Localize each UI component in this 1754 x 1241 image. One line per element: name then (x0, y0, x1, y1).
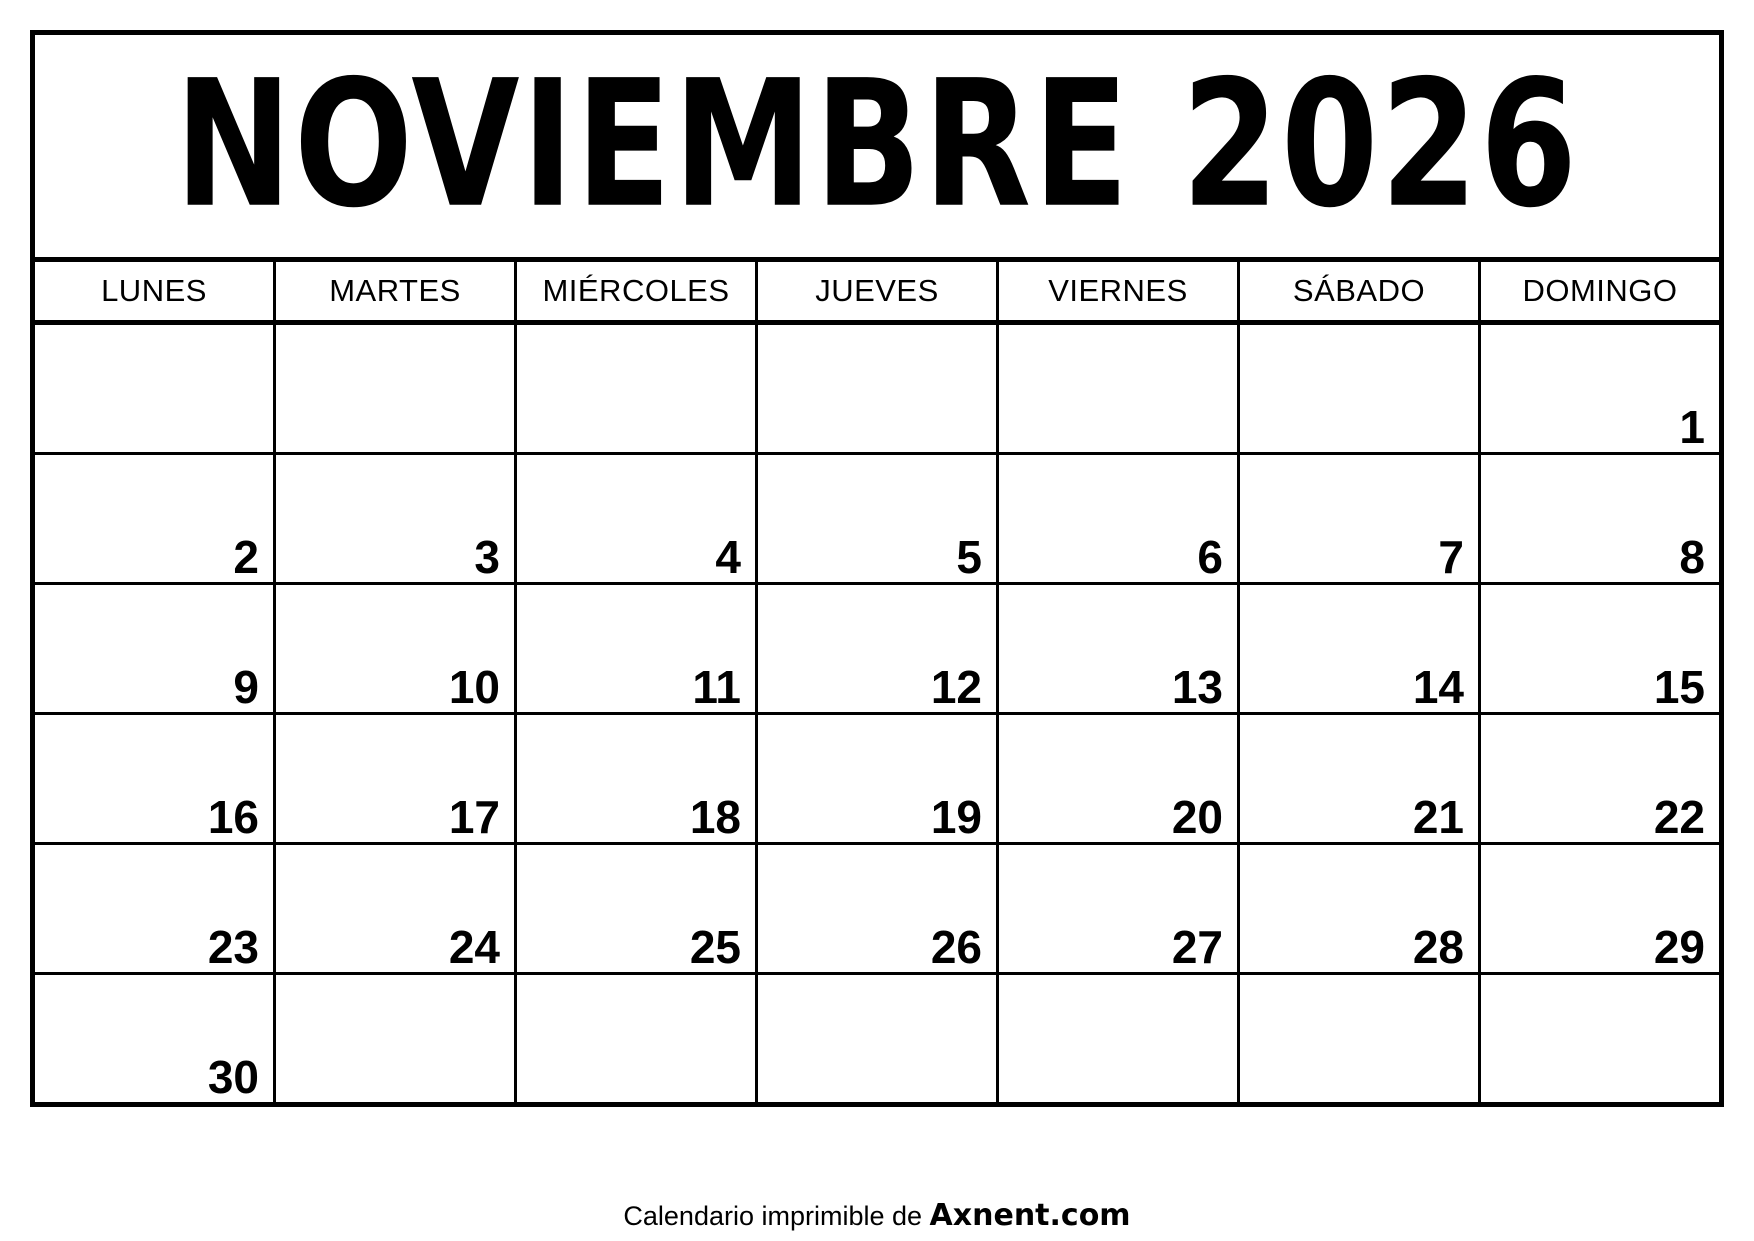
day-cell[interactable] (758, 585, 999, 712)
day-cell[interactable] (758, 455, 999, 582)
week-row (35, 455, 1719, 585)
day-cell[interactable] (517, 715, 758, 842)
week-row (35, 585, 1719, 715)
day-cell[interactable] (517, 585, 758, 712)
day-number: 6 (1197, 531, 1223, 583)
week-row (35, 325, 1719, 455)
day-cell[interactable] (517, 455, 758, 582)
day-cell[interactable] (1240, 585, 1481, 712)
footer (0, 1198, 1754, 1233)
day-number: 12 (930, 661, 982, 713)
day-cell[interactable] (1240, 455, 1481, 582)
day-cell[interactable] (1481, 325, 1719, 452)
day-number: 30 (207, 1051, 259, 1103)
day-cell[interactable] (758, 715, 999, 842)
day-cell[interactable] (999, 845, 1240, 972)
day-number: 15 (1653, 661, 1705, 713)
day-number: 25 (689, 921, 741, 973)
day-cell[interactable] (1481, 455, 1719, 582)
day-cell[interactable] (276, 325, 517, 452)
weekday-header (35, 262, 1719, 325)
weekday-friday: VIERNES (999, 262, 1240, 320)
day-cell[interactable] (758, 975, 999, 1102)
day-cell[interactable] (1240, 845, 1481, 972)
weekday-monday: LUNES (35, 262, 276, 320)
day-number: 8 (1679, 531, 1705, 583)
day-cell[interactable] (517, 325, 758, 452)
weekday-wednesday: MIÉRCOLES (517, 262, 758, 320)
day-cell[interactable] (35, 455, 276, 582)
day-cell[interactable] (758, 325, 999, 452)
day-number: 3 (474, 531, 500, 583)
day-number: 7 (1438, 531, 1464, 583)
day-number: 16 (207, 791, 259, 843)
day-cell[interactable] (1481, 715, 1719, 842)
day-number: 28 (1412, 921, 1464, 973)
day-cell[interactable] (1240, 715, 1481, 842)
footer-text: Calendario imprimible de (623, 1201, 930, 1231)
day-cell[interactable] (276, 715, 517, 842)
day-number: 10 (448, 661, 500, 713)
day-number: 29 (1653, 921, 1705, 973)
weekday-sunday: DOMINGO (1522, 273, 1678, 308)
day-cell[interactable] (276, 975, 517, 1102)
day-number: 11 (692, 661, 741, 713)
calendar (30, 30, 1724, 1107)
day-cell[interactable] (1240, 325, 1481, 452)
week-row (35, 975, 1719, 1102)
day-number: 18 (689, 791, 741, 843)
day-number: 2 (233, 531, 259, 583)
day-cell[interactable] (1240, 975, 1481, 1102)
day-cell[interactable] (276, 845, 517, 972)
day-cell[interactable] (35, 325, 276, 452)
footer-brand: Axnent.com (929, 1198, 1131, 1233)
day-cell[interactable] (999, 715, 1240, 842)
day-number: 23 (207, 921, 259, 973)
day-cell[interactable] (999, 585, 1240, 712)
weekday-saturday: SÁBADO (1240, 262, 1481, 320)
weekday-thursday: JUEVES (758, 262, 999, 320)
day-cell[interactable] (1481, 585, 1719, 712)
weekday-tuesday: MARTES (276, 262, 517, 320)
day-number: 20 (1171, 791, 1223, 843)
day-cell[interactable] (999, 325, 1240, 452)
day-cell[interactable] (1481, 845, 1719, 972)
day-number: 24 (448, 921, 500, 973)
day-cell[interactable] (276, 455, 517, 582)
day-cell[interactable] (999, 455, 1240, 582)
day-number: 27 (1171, 921, 1223, 973)
day-number: 17 (448, 791, 500, 843)
day-number: 14 (1412, 661, 1464, 713)
day-cell[interactable] (758, 845, 999, 972)
day-cell[interactable] (35, 975, 276, 1102)
calendar-title-row (35, 35, 1719, 262)
day-number: 4 (715, 531, 741, 583)
day-cell[interactable] (35, 715, 276, 842)
day-cell[interactable] (276, 585, 517, 712)
day-cell[interactable] (1481, 975, 1719, 1102)
day-number: 22 (1653, 791, 1705, 843)
day-cell[interactable] (999, 975, 1240, 1102)
day-number: 13 (1171, 661, 1223, 713)
day-number: 26 (930, 921, 982, 973)
day-number: 1 (1679, 401, 1705, 453)
day-number: 5 (956, 531, 982, 583)
week-row (35, 845, 1719, 975)
day-cell[interactable] (35, 585, 276, 712)
page-title: NOVIEMBRE 2026 (174, 43, 1580, 248)
day-cell[interactable] (517, 975, 758, 1102)
day-number: 21 (1412, 791, 1464, 843)
week-row (35, 715, 1719, 845)
day-number: 19 (930, 791, 982, 843)
day-number: 9 (233, 661, 259, 713)
day-cell[interactable] (517, 845, 758, 972)
day-cell[interactable] (35, 845, 276, 972)
